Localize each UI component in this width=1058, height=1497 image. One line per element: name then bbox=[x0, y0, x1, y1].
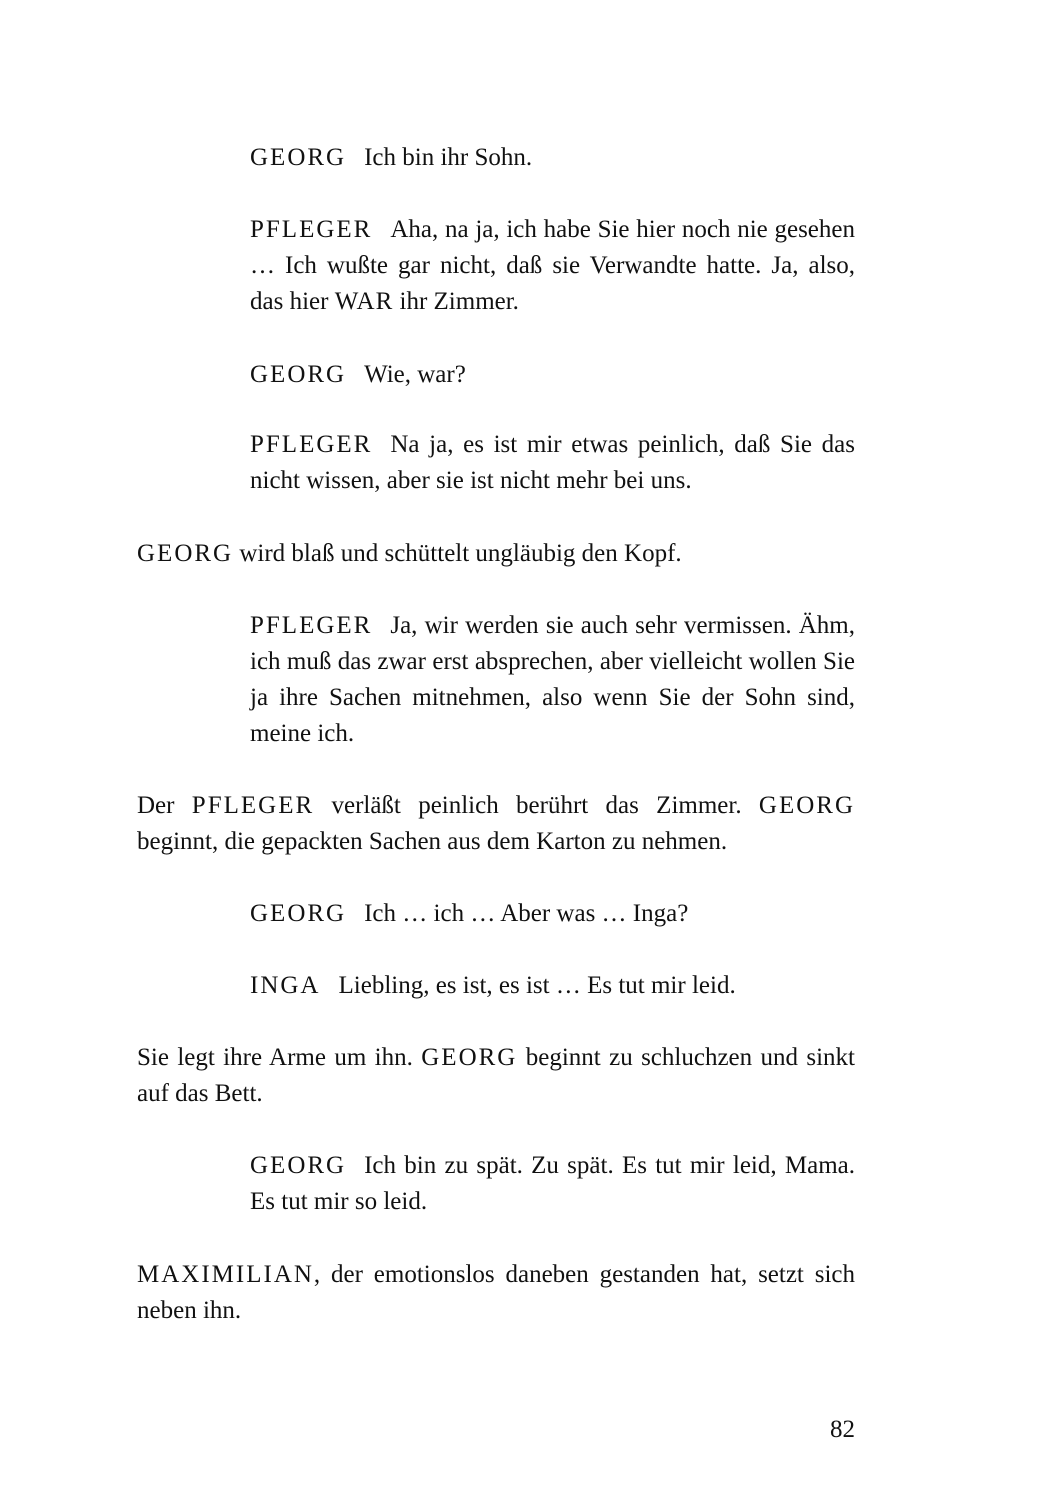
stage-direction bbox=[137, 788, 855, 860]
stage-direction bbox=[137, 536, 855, 572]
dialogue-line bbox=[250, 896, 855, 932]
dialogue-text: Ich bin zu spät. Zu spät. Es tut mir leid, Mama. Es tut mir so leid. bbox=[250, 1152, 855, 1215]
dialogue-text: Ich … ich … Aber was … Inga? bbox=[364, 900, 689, 927]
stage-text: , der emotionslos daneben gestanden hat, setzt sich neben ihn. bbox=[137, 1261, 855, 1324]
dialogue-text: Na ja, es ist mir etwas peinlich, daß Sie das nicht wissen, aber sie ist nicht mehr bei uns. bbox=[250, 431, 855, 494]
page-number: 82 bbox=[830, 1416, 855, 1443]
speaker-name: PFLEGER bbox=[250, 431, 373, 458]
dialogue-line bbox=[250, 968, 855, 1004]
character-name: MAXIMILIAN bbox=[137, 1261, 314, 1288]
dialogue-text: Aha, na ja, ich habe Sie hier noch nie gesehen … Ich wußte gar nicht, daß sie Verwandte hatte. Ja, also, das hier bbox=[250, 216, 855, 315]
dialogue-line bbox=[250, 427, 855, 499]
stage-text: beginnt zu schluchzen und sinkt auf das Bett. bbox=[137, 1044, 856, 1107]
emphasis-text: WAR bbox=[334, 288, 394, 315]
dialogue-text: Wie, war? bbox=[364, 361, 466, 388]
stage-direction bbox=[137, 1040, 855, 1112]
dialogue-text: Liebling, es ist, es ist … Es tut mir leid. bbox=[338, 972, 736, 999]
character-name: PFLEGER bbox=[191, 792, 315, 819]
speaker-name: INGA bbox=[250, 972, 321, 999]
stage-text: wird blaß und schüttelt ungläubig den Kopf. bbox=[233, 540, 682, 567]
character-name: GEORG bbox=[758, 792, 855, 819]
dialogue-line bbox=[250, 608, 855, 752]
character-name: GEORG bbox=[137, 540, 234, 567]
stage-text: beginnt, die gepackten Sachen aus dem Karton zu nehmen. bbox=[137, 828, 728, 855]
dialogue-text: Ich bin ihr Sohn. bbox=[364, 144, 533, 171]
stage-text: Der bbox=[137, 792, 192, 819]
speaker-name: GEORG bbox=[250, 1152, 347, 1179]
dialogue-text: Ja, wir werden sie auch sehr vermissen. Ähm, ich muß das zwar erst absprechen, aber vielleicht wollen Sie ja ihre Sachen mitnehmen, also wenn Sie der Sohn sind, meine ich. bbox=[250, 612, 855, 747]
speaker-name: GEORG bbox=[250, 144, 347, 171]
dialogue-text-end: ihr Zimmer. bbox=[393, 288, 519, 315]
dialogue-line bbox=[250, 140, 855, 176]
speaker-name: GEORG bbox=[250, 900, 347, 927]
dialogue-line bbox=[250, 212, 855, 320]
character-name: GEORG bbox=[421, 1044, 518, 1071]
dialogue-line bbox=[250, 1148, 855, 1220]
stage-direction bbox=[137, 1257, 855, 1329]
speaker-name: PFLEGER bbox=[250, 216, 373, 243]
speaker-name: GEORG bbox=[250, 361, 347, 388]
stage-text: verläßt peinlich berührt das Zimmer. bbox=[314, 792, 759, 819]
stage-text: Sie legt ihre Arme um ihn. bbox=[137, 1044, 422, 1071]
speaker-name: PFLEGER bbox=[250, 612, 373, 639]
dialogue-line bbox=[250, 357, 855, 393]
